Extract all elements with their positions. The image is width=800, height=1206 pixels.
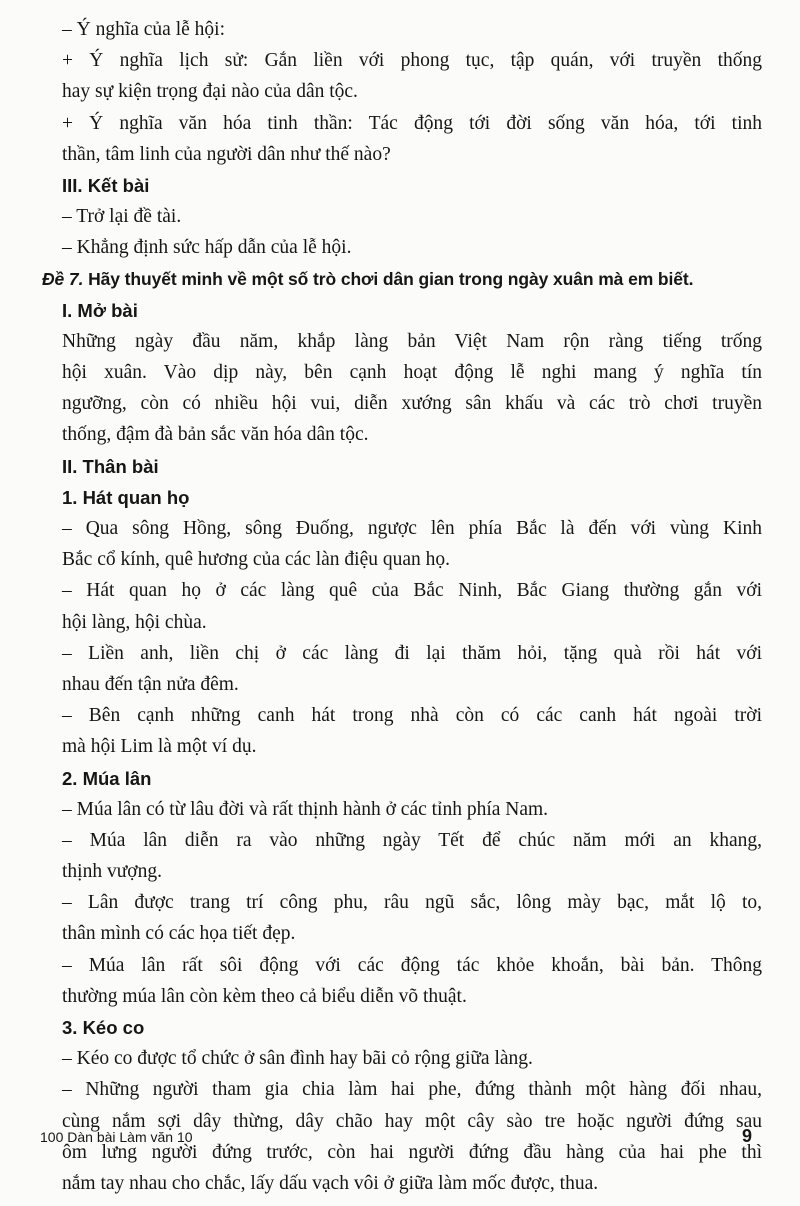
heading-body: II. Thân bài	[62, 455, 159, 477]
heading-intro: I. Mở bài	[62, 299, 138, 321]
text-line: ôm lưng người đứng trước, còn hai người đứng đầu hàng của hai phe thì	[62, 1141, 762, 1163]
text-line: thịnh vượng.	[62, 861, 162, 883]
text-line: mà hội Lim là một ví dụ.	[62, 736, 257, 758]
text-line: – Trở lại đề tài.	[62, 206, 182, 228]
subheading-mua-lan: 2. Múa lân	[62, 767, 152, 789]
text-line: nhau đến tận nửa đêm.	[62, 673, 239, 695]
text-line: ngưỡng, còn có nhiều hội vui, diễn xướng sân khấu và các trò chơi truyền	[62, 393, 762, 415]
page-body	[42, 14, 762, 1199]
task-number: Đề 7.	[42, 268, 84, 289]
text-line: – Lân được trang trí công phu, râu ngũ sắc, lông mày bạc, mắt lộ to,	[62, 892, 762, 914]
text-line: – Khẳng định sức hấp dẫn của lễ hội.	[62, 237, 352, 259]
page-footer	[40, 1126, 752, 1147]
text-line: nắm tay nhau cho chắc, lấy dấu vạch vôi ở giữa làm mốc được, thua.	[62, 1172, 599, 1194]
text-line: hay sự kiện trọng đại nào của dân tộc.	[62, 81, 358, 103]
text-line: – Những người tham gia chia làm hai phe, đứng thành một hàng đối nhau,	[62, 1079, 762, 1101]
heading-conclusion: III. Kết bài	[62, 174, 150, 196]
text-line: + Ý nghĩa văn hóa tinh thần: Tác động tới đời sống văn hóa, tới tinh	[62, 112, 762, 134]
text-line: Những ngày đầu năm, khắp làng bản Việt Nam rộn ràng tiếng trống	[62, 330, 762, 352]
task-title	[42, 264, 762, 295]
text-line: hội làng, hội chùa.	[62, 611, 207, 633]
text-line: cùng nắm sợi dây thừng, dây chão hay một cây sào tre hoặc người đứng sau	[62, 1110, 762, 1132]
text-line: thần, tâm linh của người dân như thế nào?	[62, 143, 391, 165]
text-line: + Ý nghĩa lịch sử: Gắn liền với phong tục, tập quán, với truyền thống	[62, 50, 762, 72]
text-line: – Qua sông Hồng, sông Đuống, ngược lên phía Bắc là đến với vùng Kinh	[62, 518, 762, 539]
text-line: – Múa lân rất sôi động với các động tác khỏe khoắn, bài bản. Thông	[62, 954, 762, 976]
text-line: – Múa lân diễn ra vào những ngày Tết để chúc năm mới an khang,	[62, 829, 762, 851]
task-text: Hãy thuyết minh về một số trò chơi dân gian trong ngày xuân mà em biết.	[88, 268, 694, 289]
text-line: hội xuân. Vào dịp này, bên cạnh hoạt động lễ nghi mang ý nghĩa tín	[62, 362, 762, 384]
text-line: – Kéo co được tổ chức ở sân đình hay bãi cỏ rộng giữa làng.	[62, 1048, 533, 1070]
text-line: – Ý nghĩa của lễ hội:	[62, 19, 225, 40]
meaning-block	[62, 14, 762, 170]
text-line: thân mình có các họa tiết đẹp.	[62, 923, 296, 945]
page-number: 9	[741, 1126, 752, 1146]
text-line: – Bên cạnh những canh hát trong nhà còn có các canh hát ngoài trời	[62, 705, 762, 727]
text-line: Bắc cổ kính, quê hương của các làn điệu quan họ.	[62, 549, 451, 571]
text-line: thường múa lân còn kèm theo cả biểu diễn võ thuật.	[62, 985, 467, 1007]
book-title: 100 Dàn bài Làm văn 10	[40, 1129, 193, 1145]
text-line: – Liền anh, liền chị ở các làng đi lại thăm hỏi, tặng quà rồi hát với	[62, 642, 762, 664]
subheading-keo-co: 3. Kéo co	[62, 1017, 145, 1038]
text-line: – Hát quan họ ở các làng quê của Bắc Ninh, Bắc Giang thường gắn với	[62, 580, 762, 602]
subheading-quan-ho: 1. Hát quan họ	[62, 486, 190, 508]
text-line: – Múa lân có từ lâu đời và rất thịnh hành ở các tỉnh phía Nam.	[62, 798, 549, 820]
text-line: thống, đậm đà bản sắc văn hóa dân tộc.	[62, 424, 369, 446]
